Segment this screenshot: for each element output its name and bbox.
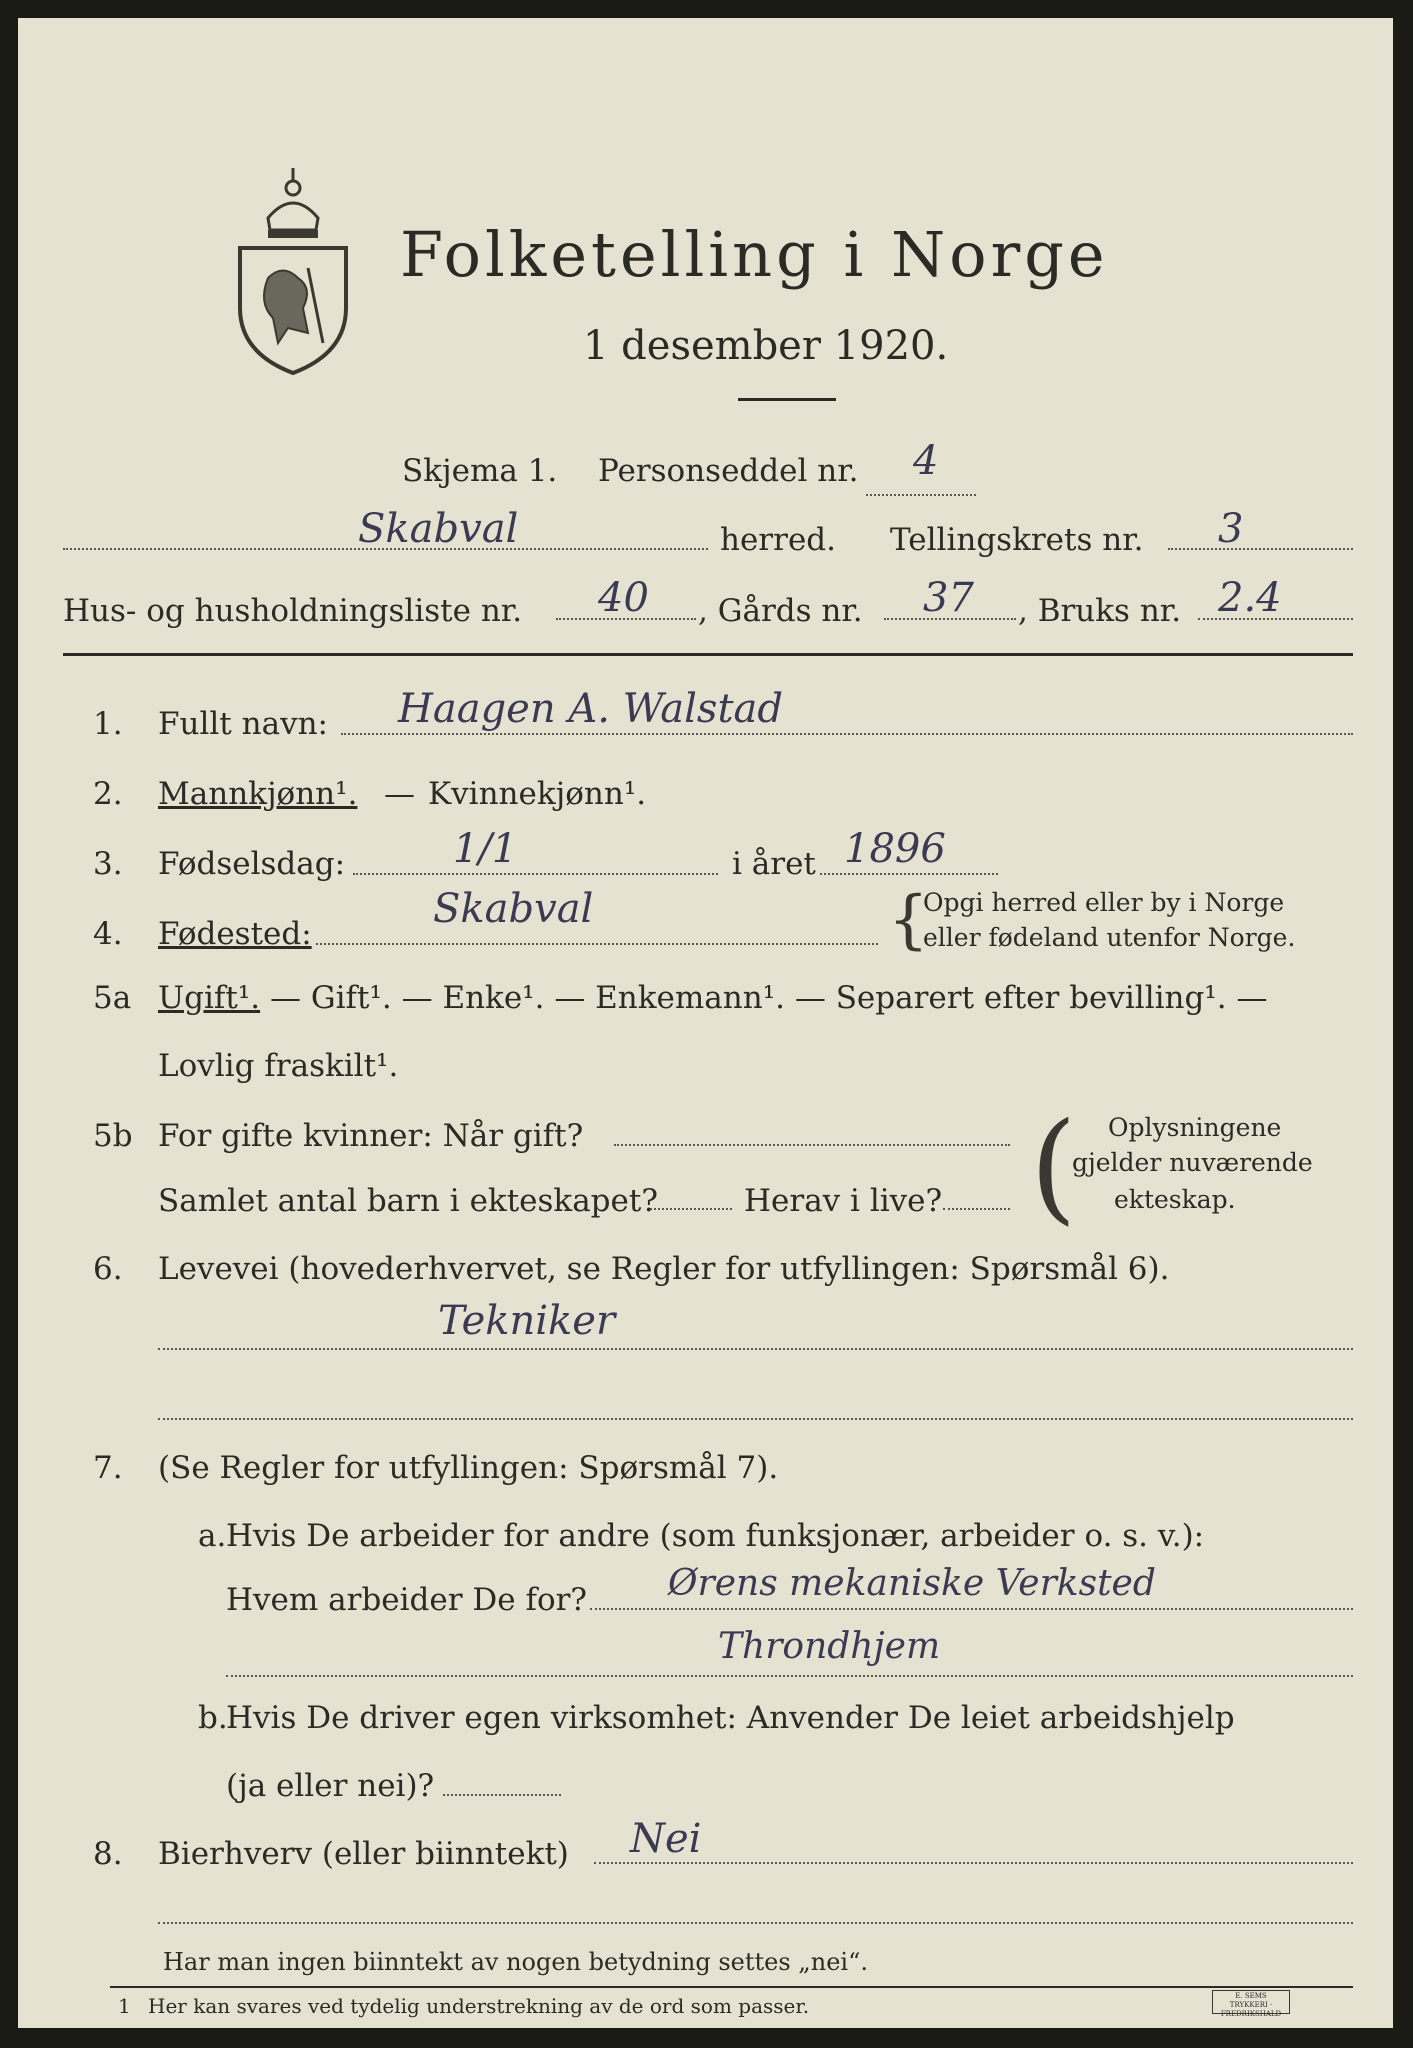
bruks-label: , Bruks nr. bbox=[1018, 593, 1182, 629]
q7a-employer-line bbox=[590, 1608, 1353, 1610]
footnote-text: Her kan svares ved tydelig understrekning av de ord som passer. bbox=[148, 1994, 810, 2018]
q1-label: Fullt navn: bbox=[158, 706, 328, 742]
q7-number: 7. bbox=[93, 1450, 123, 1486]
q8-line1 bbox=[594, 1862, 1353, 1864]
q6-number: 6. bbox=[93, 1251, 123, 1287]
q5b-brace: ( bbox=[1030, 1098, 1077, 1237]
q7b-line2: (ja eller nei)? bbox=[226, 1768, 435, 1804]
q5b-children-line bbox=[650, 1208, 732, 1210]
q5b-line2: Samlet antal barn i ekteskapet? bbox=[158, 1183, 658, 1219]
occupation-value: Tekniker bbox=[438, 1298, 616, 1344]
q7b-line bbox=[443, 1794, 561, 1796]
husliste-value: 40 bbox=[598, 575, 649, 621]
footnote-number: 1 bbox=[118, 1994, 131, 2018]
q8-line2 bbox=[158, 1922, 1353, 1924]
q6-line2 bbox=[158, 1418, 1353, 1420]
q5b-married-line bbox=[614, 1144, 1010, 1146]
q4-note-line2: eller fødeland utenfor Norge. bbox=[923, 923, 1296, 952]
tellingskrets-label: Tellingskrets nr. bbox=[890, 522, 1144, 558]
q5a-ugift: Ugift¹. bbox=[158, 980, 261, 1016]
husliste-label: Hus- og husholdningsliste nr. bbox=[63, 593, 523, 629]
title-divider bbox=[738, 398, 836, 401]
birthplace-value: Skabval bbox=[433, 886, 594, 932]
q5a-options: — Gift¹. — Enke¹. — Enkemann¹. — Separert efter bevilling¹. — bbox=[270, 980, 1268, 1016]
q7a-line1: Hvis De arbeider for andre (som funksjonær, arbeider o. s. v.): bbox=[226, 1518, 1205, 1554]
personseddel-line bbox=[866, 494, 976, 496]
census-date: 1 desember 1920. bbox=[583, 323, 949, 369]
q5b-line1: For gifte kvinner: Når gift? bbox=[158, 1118, 584, 1154]
q5b-alive-line bbox=[943, 1208, 1010, 1210]
full-name-value: Haagen A. Walstad bbox=[398, 686, 783, 732]
q5b-note-line1: Oplysningene bbox=[1108, 1113, 1282, 1142]
q7b-letter: b. bbox=[198, 1700, 228, 1736]
form-title: Folketelling i Norge bbox=[400, 218, 1109, 291]
schema-label: Skjema 1. bbox=[402, 453, 558, 489]
q1-number: 1. bbox=[93, 706, 123, 742]
gards-value: 37 bbox=[923, 575, 974, 621]
q3-label: Fødselsdag: bbox=[158, 846, 346, 882]
q7a-line2: Hvem arbeider De for? bbox=[226, 1582, 588, 1618]
header-rule bbox=[63, 653, 1353, 656]
employer-location-value: Throndhjem bbox=[718, 1626, 941, 1667]
q8-number: 8. bbox=[93, 1836, 123, 1872]
q4-number: 4. bbox=[93, 916, 123, 952]
printer-stamp: E. SEMS TRYKKERI · FREDRIKSHALD bbox=[1212, 1990, 1290, 2014]
q2-male: Mannkjønn¹. bbox=[158, 776, 358, 812]
q2-number: 2. bbox=[93, 776, 123, 812]
q7a-letter: a. bbox=[198, 1518, 227, 1554]
q5b-note-line3: ekteskap. bbox=[1114, 1185, 1236, 1214]
tellingskrets-line bbox=[1168, 548, 1353, 550]
herred-label: herred. bbox=[720, 522, 836, 558]
personseddel-label: Personseddel nr. bbox=[598, 453, 859, 489]
q4-line bbox=[316, 943, 878, 945]
q2-separator: — bbox=[384, 776, 415, 812]
census-form bbox=[18, 18, 1393, 2028]
q4-brace: { bbox=[888, 883, 929, 957]
q3-date-line bbox=[353, 873, 718, 875]
tellingskrets-value: 3 bbox=[1218, 506, 1244, 552]
q5b-note-line2: gjelder nuværende bbox=[1072, 1148, 1313, 1177]
q3-year-label: i året bbox=[732, 846, 816, 882]
q8-label: Bierhverv (eller biinntekt) bbox=[158, 1836, 569, 1872]
q2-female: Kvinnekjønn¹. bbox=[428, 776, 647, 812]
q6-line1 bbox=[158, 1348, 1353, 1350]
q4-label: Fødested: bbox=[158, 916, 312, 952]
birth-year-value: 1896 bbox=[844, 826, 946, 872]
birthday-value: 1/1 bbox=[453, 826, 518, 872]
q6-label: Levevei (hovederhvervet, se Regler for utfyllingen: Spørsmål 6). bbox=[158, 1251, 1170, 1287]
side-income-note: Har man ingen biinntekt av nogen betydning settes „nei“. bbox=[163, 1948, 868, 1976]
q5a-number: 5a bbox=[93, 980, 132, 1016]
q4-note-line1: Opgi herred eller by i Norge bbox=[923, 888, 1285, 917]
q5b-number: 5b bbox=[93, 1118, 133, 1154]
q7a-line3 bbox=[226, 1675, 1353, 1677]
herred-value: Skabval bbox=[358, 506, 519, 552]
q3-year-line bbox=[820, 873, 998, 875]
coat-of-arms-icon bbox=[228, 168, 358, 378]
bruks-value: 2.4 bbox=[1218, 575, 1282, 621]
employer-value: Ørens mekaniske Verksted bbox=[668, 1563, 1156, 1604]
q5b-alive-label: Herav i live? bbox=[744, 1183, 943, 1219]
personseddel-value: 4 bbox=[913, 438, 939, 484]
q3-number: 3. bbox=[93, 846, 123, 882]
gards-label: , Gårds nr. bbox=[698, 593, 863, 629]
side-income-value: Nei bbox=[630, 1816, 702, 1862]
q5a-line2: Lovlig fraskilt¹. bbox=[158, 1048, 399, 1084]
q7-label: (Se Regler for utfyllingen: Spørsmål 7). bbox=[158, 1450, 779, 1486]
footer-rule bbox=[110, 1986, 1353, 1988]
q7b-line1: Hvis De driver egen virksomhet: Anvender De leiet arbeidshjelp bbox=[226, 1700, 1235, 1736]
q1-line bbox=[341, 733, 1353, 735]
